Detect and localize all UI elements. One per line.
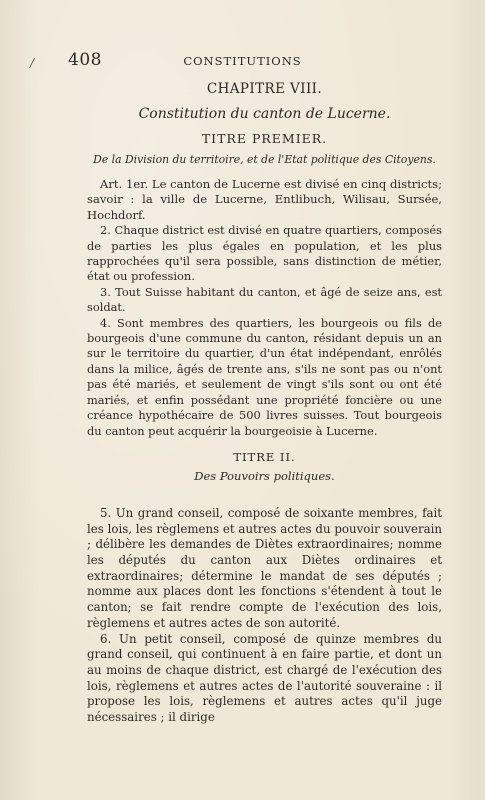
page-number: 408 (68, 50, 102, 70)
titre-ii-heading: TITRE II. (233, 449, 296, 464)
article-2: 2. Chaque district est divisé en quatre quartiers, composés de parties les plus égales en population, et les plus rapprochées qu'il sera possible, sans distinction de métier, état ou profession. (87, 223, 442, 284)
running-head: CONSTITUTIONS (183, 54, 302, 68)
chapter-subtitle: Constitution du canton de Lucerne. (138, 106, 391, 122)
article-6: 6. Un petit conseil, composé de quinze membres du grand conseil, qui continuent à en faire partie, et dont un au moins de chaque district, est chargé de l'exécution des lois, règlemens et autres actes de l'autorité souveraine : il propose les lois, règlemens et autres actes qu'il juge nécessaires ; il dirige (87, 631, 442, 725)
margin-mark: / (30, 56, 35, 70)
article-4: 4. Sont membres des quartiers, les bourgeois ou fils de bourgeois d'une commune du canton, résidant depuis un an sur le territoire du quartier, d'un état indépendant, enrôlés dans la milice, âgés de trente ans, s'ils ne sont pas ou n'ont pas été mariés, et seulement de vingt s'ils sont ou ont été mariés, et enfin possédant une propriété foncière ou une créance hypothécaire de 500 livres suisses. Tout bourgeois du canton peut acquérir la bourgeoisie à Lucerne. (87, 315, 442, 438)
article-5: 5. Un grand conseil, composé de soixante membres, fait les lois, les règlemens et autres actes du pouvoir souverain ; délibère les demandes de Diètes extraordinaires; nomme les députés du canton aux Diètes ordinaires et extraordinaires; détermine le mandat de ses députés ; nomme aux places dont les fonctions s'étendent à tout le canton; se fait rendre compte de l'exécution des lois, règlemens et autres actes de son autorité. (87, 505, 442, 630)
titre-ii-subtitle: Des Pouvoirs politiques. (194, 468, 335, 483)
page-content (87, 80, 442, 726)
chapter-title: CHAPITRE VIII. (206, 81, 323, 97)
article-3: 3. Tout Suisse habitant du canton, et âgé de seize ans, est soldat. (87, 284, 442, 315)
article-1: Art. 1er. Le canton de Lucerne est divisé en cinq districts; savoir : la ville de Lucerne, Entlibuch, Wilisau, Sursée, Hochdorf. (87, 177, 442, 222)
titre-premier-subtitle: De la Division du territoire, et de l'Etat politique des Citoyens. (93, 153, 436, 166)
titre-premier-heading: TITRE PREMIER. (201, 131, 328, 146)
